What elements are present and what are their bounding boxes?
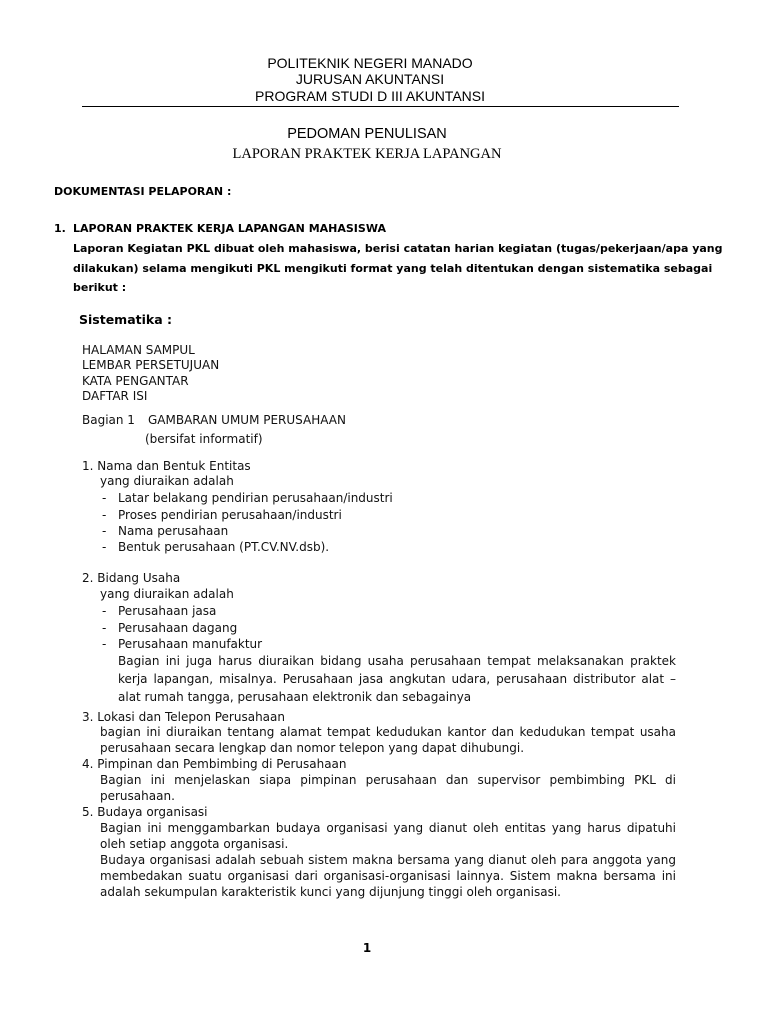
bullet-dash: -	[102, 508, 107, 522]
point-description-line: Bagian ini menggambarkan budaya organisasi yang dianut oleh entitas yang harus dipatuhi	[100, 821, 676, 835]
point-description-line: oleh setiap anggota organisasi.	[100, 837, 289, 851]
front-matter-item: KATA PENGANTAR	[82, 374, 189, 388]
program-name: PROGRAM STUDI D III AKUNTANSI	[255, 88, 485, 104]
front-matter-item: DAFTAR ISI	[82, 389, 148, 403]
point-title: 5. Budaya organisasi	[82, 805, 208, 819]
point-description-line: alat rumah tangga, perusahaan elektronik dan sebagainya	[118, 690, 472, 704]
point-description-line: Budaya organisasi adalah sebuah sistem makna bersama yang dianut oleh para anggota yang	[100, 853, 676, 867]
point-intro: yang diuraikan adalah	[100, 474, 234, 488]
bagian-label: Bagian 1	[82, 413, 135, 427]
bullet-item: Perusahaan jasa	[118, 604, 217, 618]
point-title: 2. Bidang Usaha	[82, 571, 181, 585]
item-paragraph-line: berikut :	[73, 281, 127, 294]
bullet-dash: -	[102, 637, 107, 651]
front-matter-item: HALAMAN SAMPUL	[82, 343, 195, 357]
document-subtitle: LAPORAN PRAKTEK KERJA LAPANGAN	[232, 146, 502, 162]
bullet-item: Perusahaan dagang	[118, 621, 238, 635]
item-paragraph-line: dilakukan) selama mengikuti PKL mengikuti format yang telah ditentukan dengan sistematika sebagai	[73, 262, 713, 275]
document-title: PEDOMAN PENULISAN	[287, 126, 447, 142]
institution-name: POLITEKNIK NEGERI MANADO	[267, 55, 473, 71]
point-description-line: bagian ini diuraikan tentang alamat tempat kedudukan kantor dan kedudukan tempat usaha	[100, 725, 676, 739]
section-heading: DOKUMENTASI PELAPORAN :	[54, 185, 232, 198]
item-paragraph-line: Laporan Kegiatan PKL dibuat oleh mahasiswa, berisi catatan harian kegiatan (tugas/pekerjaan/apa yang	[73, 242, 723, 255]
point-description-line: kerja lapangan, misalnya. Perusahaan jasa angkutan udara, perusahaan distributor alat –	[118, 672, 676, 686]
page-number: 1	[362, 941, 372, 955]
bullet-item: Proses pendirian perusahaan/industri	[118, 508, 342, 522]
bullet-dash: -	[102, 540, 107, 554]
point-intro: yang diuraikan adalah	[100, 587, 234, 601]
bullet-dash: -	[102, 604, 107, 618]
bullet-item: Perusahaan manufaktur	[118, 637, 263, 651]
point-description-line: adalah sekumpulan karakteristik kunci yang dijunjung tinggi oleh organisasi.	[100, 885, 561, 899]
department-name: JURUSAN AKUNTANSI	[295, 71, 445, 87]
point-description-line: membedakan suatu organisasi dari organisasi-organisasi lainnya. Sistem makna bersama ini	[100, 869, 676, 883]
bullet-item: Bentuk perusahaan (PT.CV.NV.dsb).	[118, 540, 330, 554]
point-title: 3. Lokasi dan Telepon Perusahaan	[82, 710, 285, 724]
bullet-dash: -	[102, 621, 107, 635]
bullet-item: Nama perusahaan	[118, 524, 229, 538]
point-title: 1. Nama dan Bentuk Entitas	[82, 459, 251, 473]
bullet-item: Latar belakang pendirian perusahaan/industri	[118, 491, 393, 505]
point-description-line: perusahaan secara lengkap dan nomor telepon yang dapat dihubungi.	[100, 741, 525, 755]
front-matter-item: LEMBAR PERSETUJUAN	[82, 358, 220, 372]
point-title: 4. Pimpinan dan Pembimbing di Perusahaan	[82, 757, 347, 771]
item-number: 1.	[54, 222, 66, 235]
point-description-line: Bagian ini menjelaskan siapa pimpinan perusahaan dan supervisor pembimbing PKL di	[100, 773, 676, 787]
bagian-note: (bersifat informatif)	[145, 432, 263, 446]
point-description-line: perusahaan.	[100, 789, 175, 803]
item-heading: LAPORAN PRAKTEK KERJA LAPANGAN MAHASISWA	[73, 222, 386, 235]
point-description-line: Bagian ini juga harus diuraikan bidang usaha perusahaan tempat melaksanakan praktek	[118, 654, 676, 668]
sistematika-label: Sistematika :	[79, 312, 172, 327]
header-divider	[82, 106, 679, 107]
bagian-title: GAMBARAN UMUM PERUSAHAAN	[148, 413, 346, 427]
bullet-dash: -	[102, 491, 107, 505]
bullet-dash: -	[102, 524, 107, 538]
